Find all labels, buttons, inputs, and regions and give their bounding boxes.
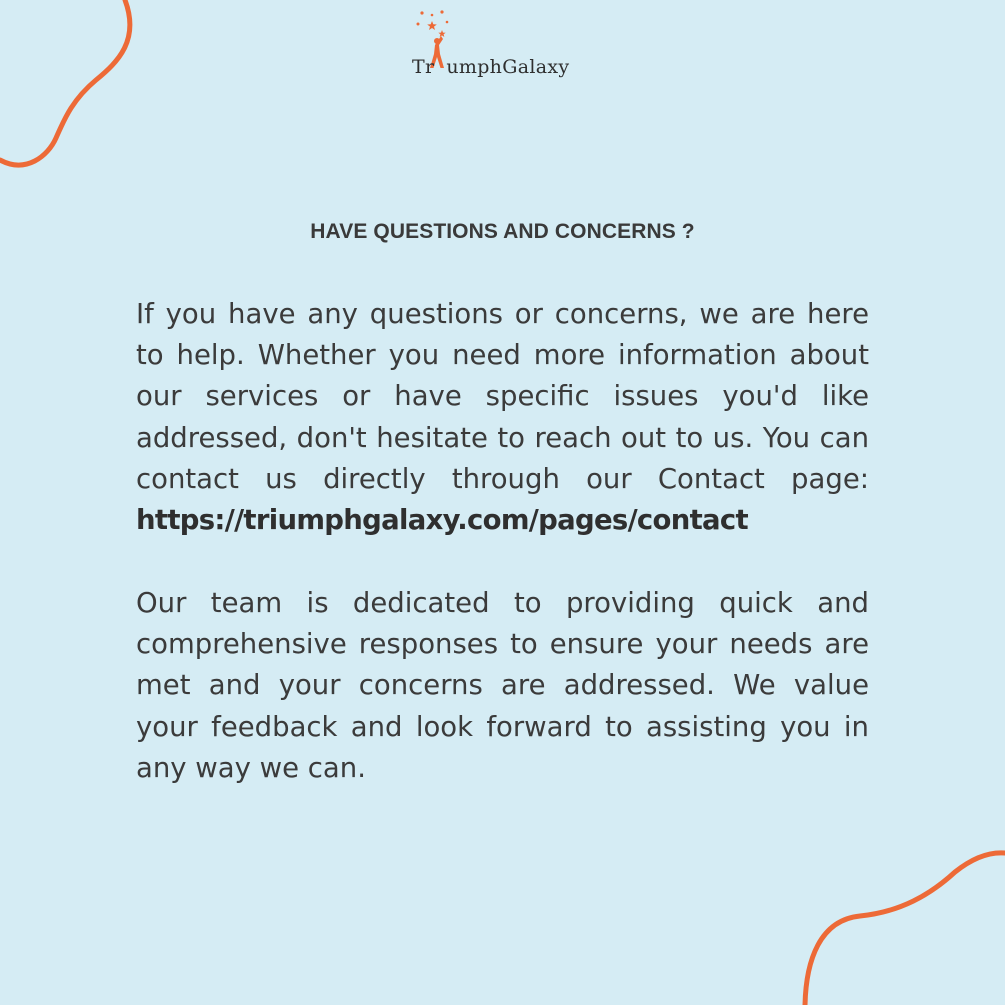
intro-paragraph [136,294,869,541]
brand-name [412,55,594,79]
page-heading: HAVE QUESTIONS AND CONCERNS ? [310,220,695,243]
bottom-right-curve [805,853,1005,1005]
brand-name-start: Tr [412,56,435,78]
team-paragraph: Our team is dedicated to providing quick and comprehensive responses to ensure your needs are met and your concerns are addressed. We value your feedback and look forward to assisting you in any way we can. [136,587,869,784]
brand-name-end: umphGalaxy [446,56,570,78]
brand-logo [0,0,1005,90]
contact-page-link[interactable]: https://triumphgalaxy.com/pages/contact [136,504,748,537]
intro-paragraph-text: If you have any questions or concerns, we are here to help. Whether you need more information about our services or have specific issues you'd like addressed, don't hesitate to reach out to us. You can contact us directly through our Contact page: [136,298,869,495]
